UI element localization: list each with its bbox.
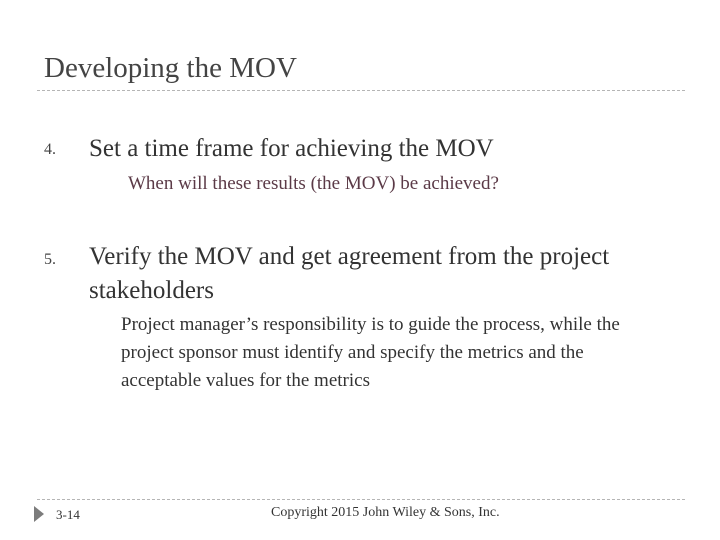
item-text: Verify the MOV and get agreement from the project stakeholders: [89, 243, 610, 304]
title-divider: [37, 90, 685, 91]
slide-number: 3-14: [56, 507, 80, 522]
sub-item-text: Project manager’s responsibility is to guide the process, while the project sponsor must identify and specify the metrics and the acceptable values for the metrics: [121, 314, 620, 391]
footer-divider: [37, 499, 685, 500]
item-number: 4.: [44, 141, 56, 158]
triangle-marker-icon: [34, 506, 44, 522]
slide-title: Developing the MOV: [44, 52, 297, 84]
item-text: Set a time frame for achieving the MOV: [89, 135, 494, 162]
copyright-text: Copyright 2015 John Wiley & Sons, Inc.: [271, 505, 500, 520]
item-number: 5.: [44, 251, 56, 268]
sub-item-text: When will these results (the MOV) be achieved?: [128, 173, 499, 194]
